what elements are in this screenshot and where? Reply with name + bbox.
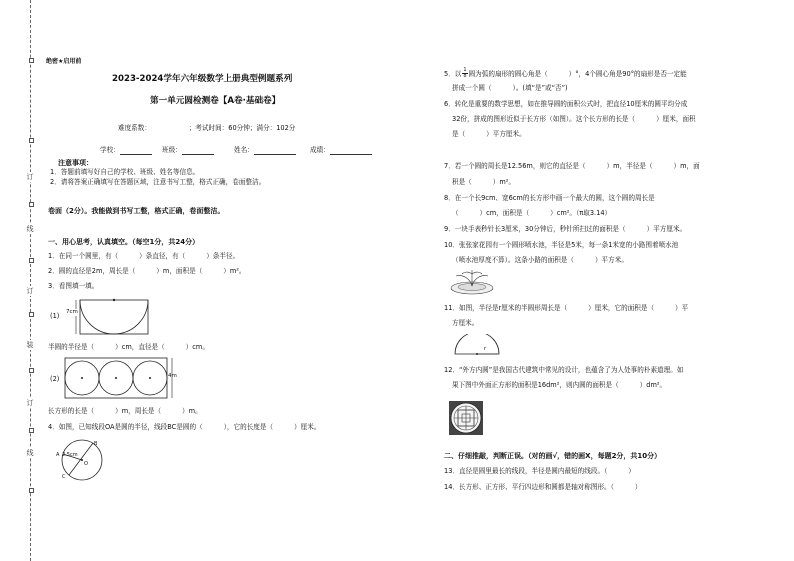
question-6: 6．转化是重要的数学思想，如在推导圆的面积公式时，把直径10厘米的圆平均分成 — [444, 100, 688, 108]
q3-semicircle-figure — [64, 296, 154, 342]
fountain-illustration — [448, 266, 496, 296]
name-label: 姓名： — [234, 146, 254, 154]
binding-label: 订 — [22, 398, 38, 408]
class-field[interactable] — [182, 154, 214, 155]
q3-part1-label: (1) — [50, 312, 60, 320]
binding-marker — [29, 488, 34, 493]
q3-answer-1: 半圆的半径是（ ）cm，直径是（ ）cm。 — [48, 343, 209, 351]
question-12-cont: 果下图中外面正方形的面积是16dm²，则内圆的面积是（ ）dm²。 — [452, 381, 667, 389]
q3-answer-2: 长方形的长是（ ）m，周长是（ ）m。 — [48, 407, 202, 415]
q4-point-a: A — [56, 452, 60, 458]
question-12: 12．“外方内圆”是我国古代建筑中常见的设计，也蕴含了为人处事的朴素道理。如 — [444, 366, 684, 374]
q3-part2-label: (2) — [50, 375, 60, 383]
binding-marker — [29, 258, 34, 263]
question-8: 8．在一个长9cm、宽6cm的长方形中画一个最大的圆，这个圆的周长是 — [444, 194, 655, 202]
question-11-cont: 方厘米。 — [452, 319, 479, 327]
q5-fraction-numerator: 1 — [463, 67, 467, 73]
q5-fraction — [462, 68, 467, 80]
school-field[interactable] — [120, 154, 152, 155]
neatness-line: 卷面（2分）。我能做到书写工整，格式正确，卷面整洁。 — [48, 207, 225, 215]
q5-fraction-denominator: 8 — [463, 73, 467, 80]
question-6-cont: 32份，拼成的图形近似于长方形（如图）。这个长方形的长是（ ）厘米，面积 — [452, 115, 696, 123]
binding-label: 订 — [22, 172, 38, 182]
q4-point-b: B — [94, 441, 98, 447]
question-1: 1．在同一个圆里，有（ ）条直径，有（ ）条半径。 — [48, 252, 240, 260]
question-10-cont: （喷水池厚度不算）。这条小路的面积是（ ）平方米。 — [452, 256, 628, 264]
section1-heading: 一、用心思考，认真填空。（每空1分，共24分） — [48, 238, 200, 246]
binding-marker — [29, 428, 34, 433]
class-label: 班级： — [162, 146, 182, 154]
note-item: 2．请将答案正确填写在答题区域，注意书写工整，格式正确，卷面整洁。 — [50, 178, 266, 186]
binding-marker — [29, 58, 34, 63]
page-subtitle: 第一单元圆检测卷【A卷·基础卷】 — [150, 96, 281, 106]
name-field[interactable] — [254, 154, 296, 155]
q3-fig2-length: 4m — [168, 373, 177, 379]
notes-heading: 注意事项： — [58, 159, 93, 167]
binding-marker — [29, 138, 34, 143]
question-5 — [444, 68, 687, 80]
question-7-cont: 积是（ ）m²。 — [452, 178, 515, 186]
q11-radius-label: r — [484, 346, 487, 352]
question-2: 2．圆的直径是2m，周长是（ ）m，面积是（ ）m²。 — [48, 267, 246, 275]
q4-point-o: O — [84, 461, 88, 467]
question-3: 3．看图填一填。 — [48, 282, 99, 290]
school-label: 学校： — [100, 146, 120, 154]
question-10: 10．张张家花园有一个圆形喷水池，半径是5米，每一条1米宽的小路围着喷水池 — [444, 241, 679, 249]
q3-fig1-length: 7cm — [66, 309, 78, 315]
q5-text-b: 圆为弧的扇形的圆心角是（ ）°，4个圆心角是90°的扇形是否一定能 — [468, 69, 687, 78]
question-9: 9．一块手表秒针长3厘米，30分钟后，秒针所扫过的面积是（ ）平方厘米。 — [444, 225, 687, 233]
q5-text-a: 5．以 — [444, 69, 462, 78]
question-13: 13．直径是圆里最长的线段，半径是圆内最短的线段。（ ） — [444, 467, 635, 475]
q3-three-circles-figure — [62, 354, 184, 402]
square-circle-pattern — [448, 400, 484, 436]
question-4: 4．如图，已知线段OA是圆的半径，线段BC是圆的（ ），它的长度是（ ）厘米。 — [48, 423, 321, 431]
score-label: 成绩： — [310, 146, 330, 154]
question-6-cont2: 是（ ）平方厘米。 — [452, 130, 526, 138]
note-item: 1．答题前填写好自己的学校、班级、姓名等信息。 — [50, 168, 200, 176]
question-8-cont: （ ）cm，面积是（ ）cm²。（π取3.14） — [452, 209, 612, 217]
question-14: 14．长方形、正方形、平行四边形和圆都是轴对称图形。（ ） — [444, 483, 642, 491]
binding-marker — [29, 368, 34, 373]
q11-semicircle-figure — [452, 334, 502, 358]
question-7: 7．若一个圆的周长是12.56m，则它的直径是（ ）m，半径是（ ）m，面 — [444, 162, 700, 170]
q4-circle-figure — [50, 434, 106, 486]
exam-meta: 难度系数： ；考试时间：60分钟；满分：102分 — [118, 124, 296, 132]
question-11: 11．如图，半径是r厘米的半圆形周长是（ ）厘米，它的面积是（ ）平 — [444, 304, 689, 312]
q4-length-label: 2.5cm — [62, 452, 78, 458]
question-5-cont: 拼成一个圆（ ）。(填“是”或“否”) — [452, 84, 568, 92]
q4-point-c: C — [62, 474, 66, 480]
binding-label: 线 — [22, 448, 38, 458]
page-title: 2023-2024学年六年级数学上册典型例题系列 — [112, 74, 293, 84]
binding-dashed-line — [30, 0, 31, 561]
secret-label: 绝密★启用前 — [46, 58, 82, 65]
binding-marker — [29, 202, 34, 207]
score-field[interactable] — [330, 154, 372, 155]
binding-label: 装 — [22, 340, 38, 350]
binding-label: 线 — [22, 224, 38, 234]
section2-heading: 二、仔细推敲，判断正误。（对的画√，错的画X，每题2分，共10分） — [444, 452, 662, 460]
binding-marker — [29, 312, 34, 317]
binding-label: 订 — [22, 286, 38, 296]
